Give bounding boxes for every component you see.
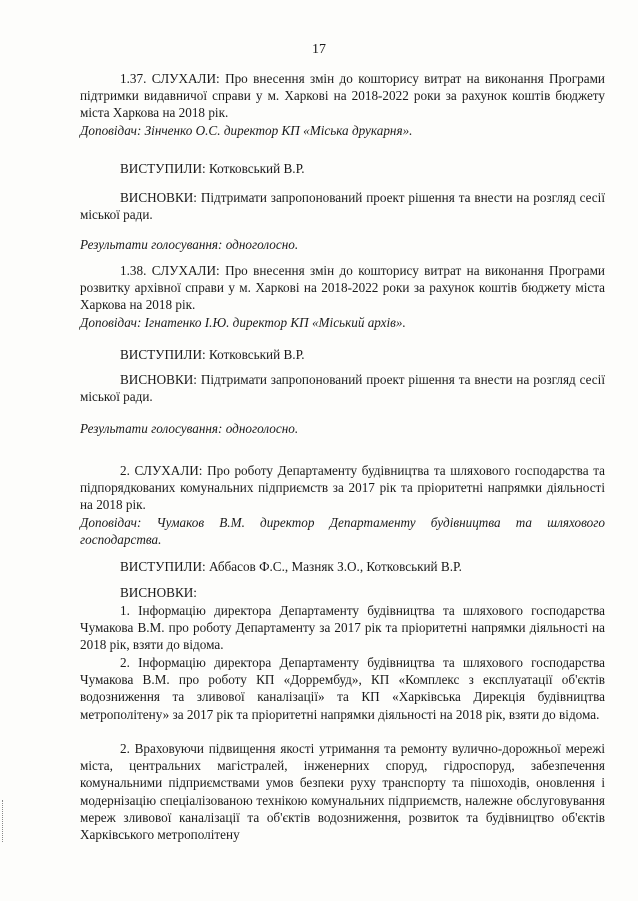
item-1-37-vote: Результати голосування: одноголосно. — [80, 237, 299, 252]
item-1-37-heard: 1.37. СЛУХАЛИ: Про внесення змін до кошторису витрат на виконання Програми підтримки видавничої справи у м. Харкові на 2018-2022 роки за рахунок коштів бюджету міста Харкова на 2018 рік. — [80, 71, 605, 121]
item-2-conclusion-1: 1. Інформацію директора Департаменту будівництва та шляхового господарства Чумакова В.М. про роботу Департаменту за 2017 рік та пріоритетні напрямки діяльності на 2018 рік, взяти до відома. — [80, 603, 605, 653]
item-1-37-spoke: ВИСТУПИЛИ: Котковський В.Р. — [120, 161, 305, 176]
item-2-speaker: Доповідач: Чумаков В.М. директор Департаменту будівництва та шляхового господарства. — [80, 515, 605, 548]
item-2-conclusions-label: ВИСНОВКИ: — [120, 585, 197, 600]
page-number: 17 — [312, 42, 326, 57]
item-1-38-vote: Результати голосування: одноголосно. — [80, 421, 299, 436]
item-1-38-spoke: ВИСТУПИЛИ: Котковський В.Р. — [120, 347, 305, 362]
item-2-spoke: ВИСТУПИЛИ: Аббасов Ф.С., Мазняк З.О., Котковський В.Р. — [120, 559, 462, 574]
item-1-38-conclusions: ВИСНОВКИ: Підтримати запропонований проект рішення та внести на розгляд сесії міської ради. — [80, 372, 605, 405]
item-1-38-speaker: Доповідач: Ігнатенко І.Ю. директор КП «Міський архів». — [80, 315, 406, 330]
item-2-heard: 2. СЛУХАЛИ: Про роботу Департаменту будівництва та шляхового господарства та підпорядкованих комунальних підприємств за 2017 рік та пріоритетні напрямки діяльності на 2018 рік. — [80, 463, 605, 513]
item-1-38-heard: 1.38. СЛУХАЛИ: Про внесення змін до кошторису витрат на виконання Програми розвитку архівної справи у м. Харкові на 2018-2022 роки за рахунок коштів бюджету міста Харкова на 2018 рік. — [80, 263, 605, 313]
item-2-conclusion-3: 2. Враховуючи підвищення якості утримання та ремонту вулично-дорожньої мережі міста, центральних магістралей, інженерних споруд, гідроспоруд, забезпечення комунальними підприємствами умов безпеки руху транспорту та пішоходів, оновлення і модернізацію спеціалізованою технікою комунальних підприємств, належне обслуговування мереж зливової каналізації та об'єктів водозниження, розвиток та будівництво об'єктів Харківського метрополітену — [80, 741, 605, 843]
item-1-37-conclusions: ВИСНОВКИ: Підтримати запропонований проект рішення та внести на розгляд сесії міської ради. — [80, 190, 605, 223]
item-1-37-speaker: Доповідач: Зінченко О.С. директор КП «Міська друкарня». — [80, 123, 413, 138]
item-2-conclusion-2: 2. Інформацію директора Департаменту будівництва та шляхового господарства Чумакова В.М. про роботу КП «Доррембуд», КП «Комплекс з експлуатації об'єктів водозниження та зливової каналізації» та КП «Харківська Дирекція будівництва метрополітену» за 2017 рік та пріоритетні напрямки діяльності на 2018 рік, взяти до відома. — [80, 655, 605, 722]
scan-edge-mark — [2, 800, 5, 842]
